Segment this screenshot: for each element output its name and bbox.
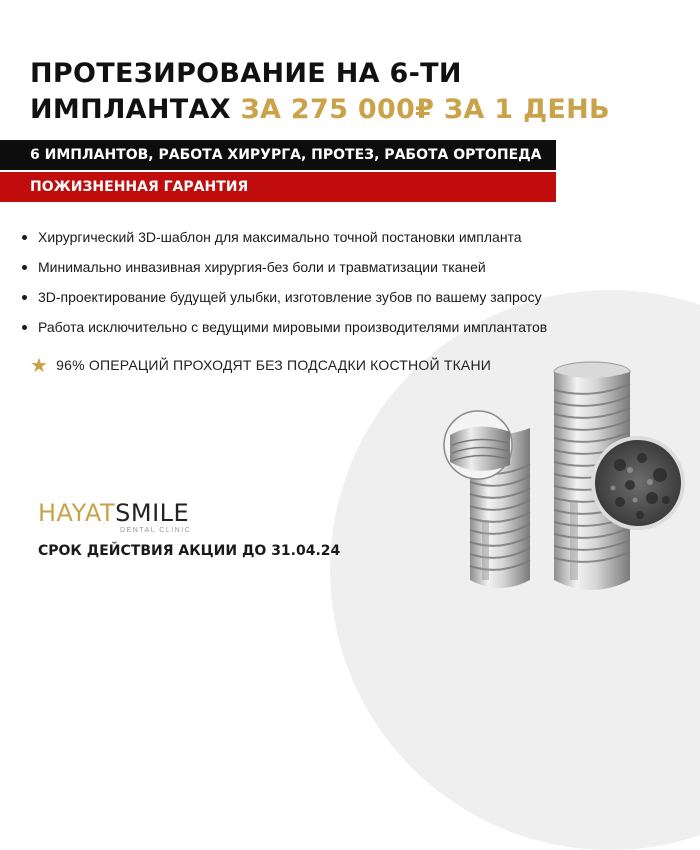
headline-price: ЗА 275 000₽ ЗА 1 ДЕНЬ xyxy=(240,94,610,125)
brand-name xyxy=(38,500,189,526)
brand-tagline: DENTAL CLINIC xyxy=(120,527,192,534)
headline-line2-dark: ИМПЛАНТАХ xyxy=(30,94,231,125)
thread-zoom-circle xyxy=(444,411,512,479)
brand-name-part2: SMILE xyxy=(115,499,190,527)
feature-text: 3D-проектирование будущей улыбки, изготовление зубов по вашему запросу xyxy=(38,289,542,305)
guarantee-text: ПОЖИЗНЕННАЯ ГАРАНТИЯ xyxy=(30,179,249,195)
brand-name-part1: HAYAT xyxy=(38,499,116,527)
implants-illustration xyxy=(430,350,700,600)
bullet-icon xyxy=(22,235,27,240)
bone-surface-zoom-circle xyxy=(593,438,683,528)
offer-validity: СРОК ДЕЙСТВИЯ АКЦИИ ДО 31.04.24 xyxy=(38,543,341,559)
feature-text: Минимально инвазивная хирургия-без боли и травматизации тканей xyxy=(38,259,486,275)
bullet-icon xyxy=(22,265,27,270)
feature-list xyxy=(22,222,547,342)
list-item xyxy=(22,312,547,342)
guarantee-bar xyxy=(0,172,556,202)
page-title xyxy=(30,56,610,128)
bone-graft-note xyxy=(30,353,491,377)
bullet-icon xyxy=(22,295,27,300)
list-item xyxy=(22,282,547,312)
brand-logo xyxy=(38,499,192,534)
headline-line1: ПРОТЕЗИРОВАНИЕ НА 6-ТИ xyxy=(30,58,462,89)
feature-text: Хирургический 3D-шаблон для максимально точной постановки импланта xyxy=(38,229,522,245)
package-text: 6 ИМПЛАНТОВ, РАБОТА ХИРУРГА, ПРОТЕЗ, РАБОТА ОРТОПЕДА xyxy=(30,147,542,163)
star-icon: ★ xyxy=(30,355,49,377)
note-text: 96% ОПЕРАЦИЙ ПРОХОДЯТ БЕЗ ПОДСАДКИ КОСТНОЙ ТКАНИ xyxy=(56,357,492,373)
package-bar xyxy=(0,140,556,170)
list-item xyxy=(22,252,547,282)
list-item xyxy=(22,222,547,252)
feature-text: Работа исключительно с ведущими мировыми производителями имплантатов xyxy=(38,319,548,335)
bullet-icon xyxy=(22,325,27,330)
